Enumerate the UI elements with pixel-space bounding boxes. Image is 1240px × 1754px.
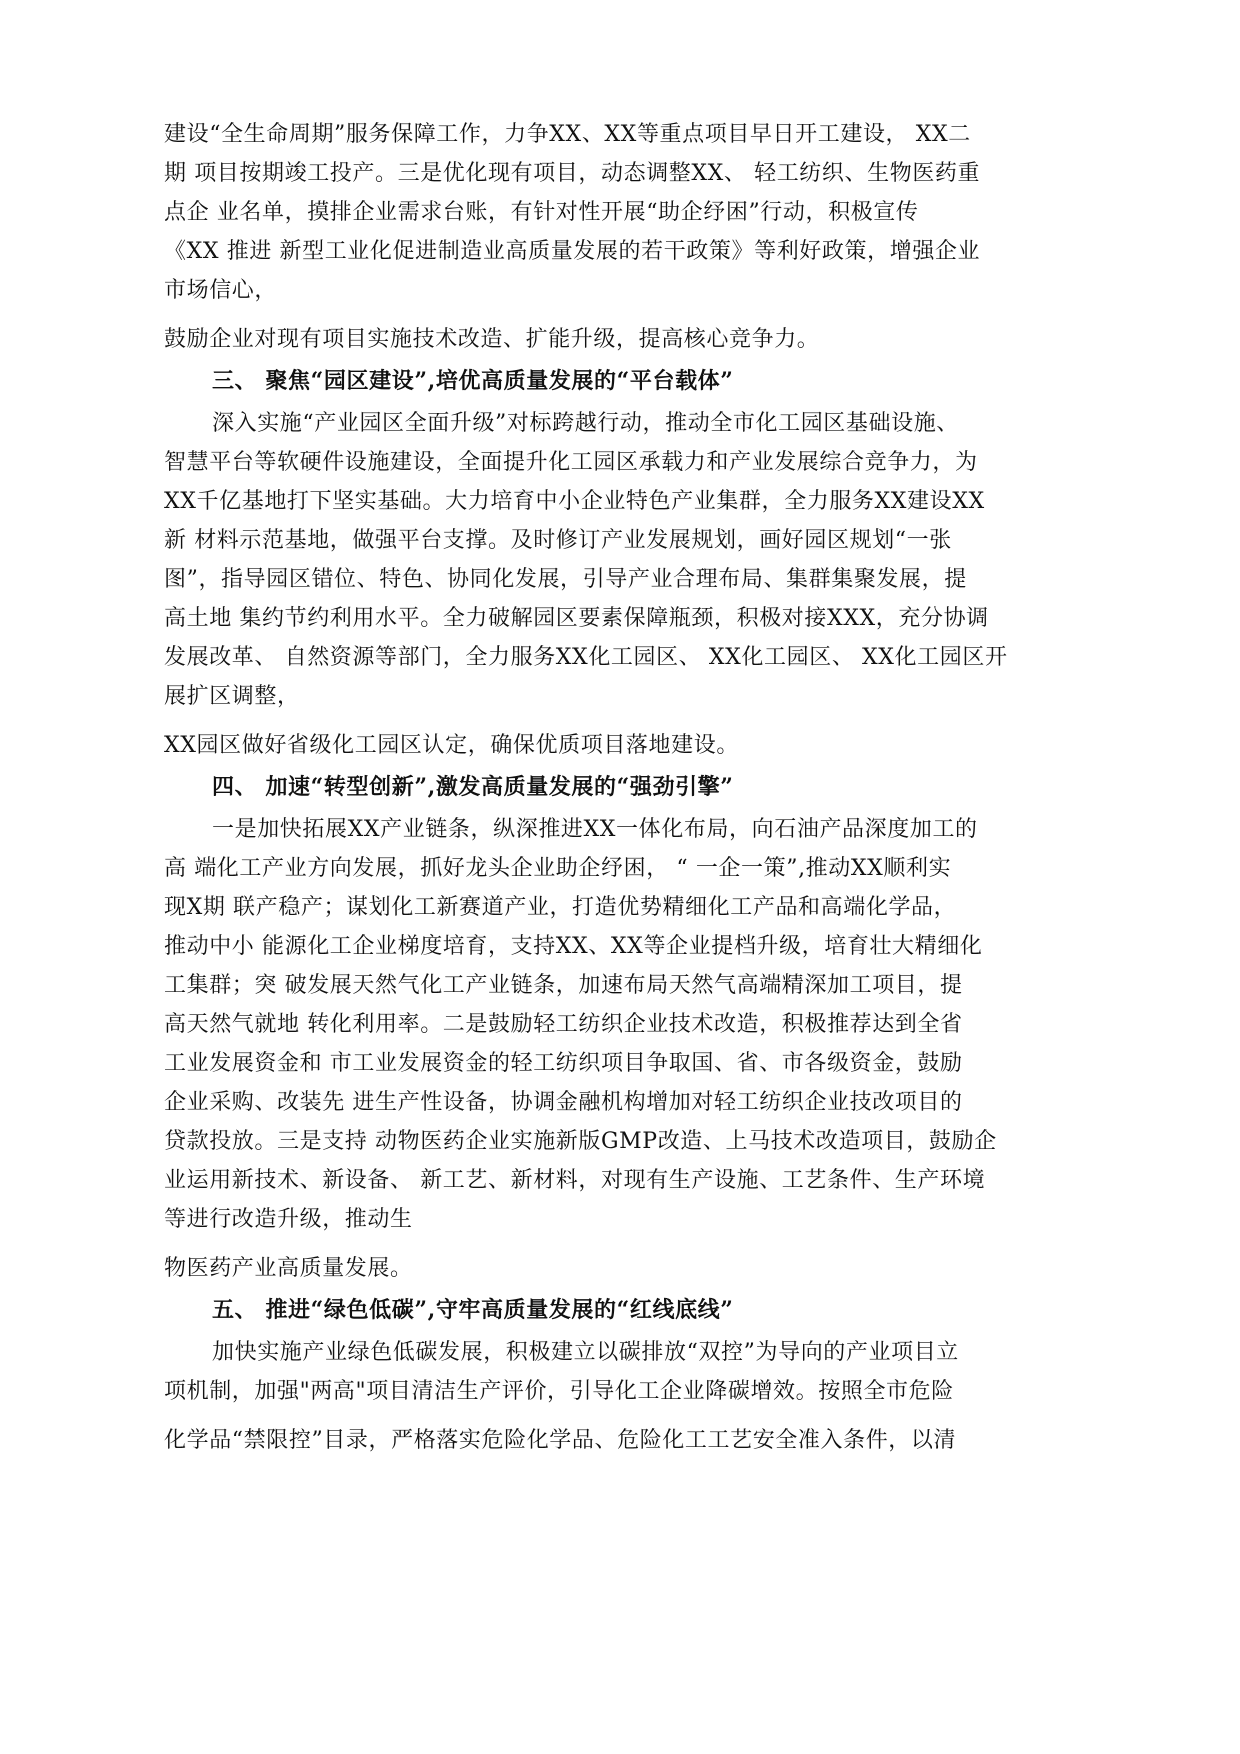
paragraph-line: XX千亿基地打下坚实基础。大力培育中小企业特色产业集群，全力服务XX建设XX (164, 489, 985, 514)
paragraph-line: 点企 业名单，摸排企业需求台账，有针对性开展“助企纾困”行动，积极宣传 (164, 200, 919, 225)
paragraph-line: 加快实施产业绿色低碳发展，积极建立以碳排放“双控”为导向的产业项目立 (212, 1340, 959, 1365)
section-heading-5: 五、 推进“绿色低碳”,守牢高质量发展的“红线底线” (212, 1297, 734, 1323)
paragraph-line: 高土地 集约节约利用水平。全力破解园区要素保障瓶颈，积极对接XXX，充分协调 (164, 606, 989, 631)
paragraph-line: 工集群；突 破发展天然气化工产业链条，加速布局天然气高端精深加工项目，提 (164, 973, 963, 998)
paragraph-line: XX园区做好省级化工园区认定，确保优质项目落地建设。 (164, 733, 739, 758)
paragraph-line: 工业发展资金和 市工业发展资金的轻工纺织项目争取国、省、市各级资金，鼓励 (164, 1051, 963, 1076)
paragraph-line: 市场信心， (164, 278, 278, 303)
paragraph-line: 高天然气就地 转化利用率。二是鼓励轻工纺织企业技术改造，积极推荐达到全省 (164, 1012, 963, 1037)
paragraph-line: 《XX 推进 新型工业化促进制造业高质量发展的若干政策》等利好政策，增强企业 (164, 239, 981, 264)
section-heading-4: 四、 加速“转型创新”,激发高质量发展的“强劲引擎” (212, 774, 734, 800)
paragraph-line: 现X期 联产稳产；谋划化工新赛道产业，打造优势精细化工产品和高端化学品， (164, 895, 957, 920)
paragraph-line: 新 材料示范基地，做强平台支撑。及时修订产业发展规划，画好园区规划“一张 (164, 528, 952, 553)
paragraph-line: 期 项目按期竣工投产。三是优化现有项目，动态调整XX、 轻工纺织、生物医药重 (164, 161, 981, 186)
paragraph-line: 企业采购、改装先 进生产性设备，协调金融机构增加对轻工纺织企业技改项目的 (164, 1090, 963, 1115)
paragraph-line: 物医药产业高质量发展。 (164, 1256, 413, 1281)
paragraph-line: 化学品“禁限控”目录，严格落实危险化学品、危险化工工艺安全准入条件，以清 (164, 1428, 957, 1453)
paragraph-line: 一是加快拓展XX产业链条，纵深推进XX一体化布局，向石油产品深度加工的 (212, 817, 978, 842)
paragraph-line: 项机制，加强"两高"项目清洁生产评价，引导化工企业降碳增效。按照全市危险 (164, 1379, 954, 1404)
paragraph-line: 智慧平台等软硬件设施建设，全面提升化工园区承载力和产业发展综合竞争力，为 (164, 450, 978, 475)
paragraph-line: 深入实施“产业园区全面升级”对标跨越行动，推动全市化工园区基础设施、 (212, 411, 959, 436)
paragraph-line: 发展改革、 自然资源等部门，全力服务XX化工园区、 XX化工园区、 XX化工园区开 (164, 645, 1008, 670)
paragraph-line: 推动中小 能源化工企业梯度培育，支持XX、XX等企业提档升级，培育壮大精细化 (164, 934, 983, 959)
paragraph-line: 贷款投放。三是支持 动物医药企业实施新版GMP改造、上马技术改造项目，鼓励企 (164, 1129, 997, 1154)
paragraph-line: 高 端化工产业方向发展，抓好龙头企业助企纾困， “ 一企一策”,推动XX顺利实 (164, 856, 952, 881)
section-heading-3: 三、 聚焦“园区建设”,培优高质量发展的“平台载体” (212, 368, 734, 394)
paragraph-line: 建设“全生命周期”服务保障工作，力争XX、XX等重点项目早日开工建设， XX二 (164, 122, 971, 147)
paragraph-line: 等进行改造升级，推动生 (164, 1207, 413, 1232)
paragraph-line: 鼓励企业对现有项目实施技术改造、扩能升级，提高核心竞争力。 (164, 327, 820, 352)
paragraph-line: 展扩区调整， (164, 684, 300, 709)
paragraph-line: 图”，指导园区错位、特色、协同化发展，引导产业合理布局、集群集聚发展，提 (164, 567, 967, 592)
paragraph-line: 业运用新技术、新设备、 新工艺、新材料，对现有生产设施、工艺条件、生产环境 (164, 1168, 986, 1193)
